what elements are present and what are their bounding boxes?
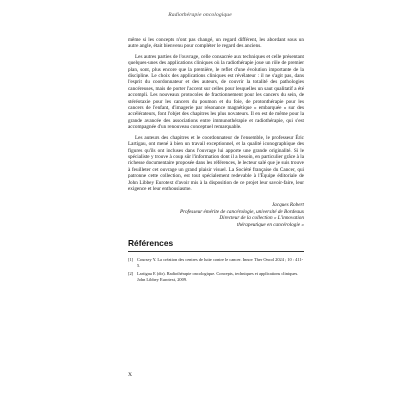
signature-title-line: Directeur de la collection « L'innovation	[219, 215, 304, 222]
reference-number: [1]	[128, 257, 134, 262]
body-paragraph: même si les concepts n'ont pas changé, un regard différent, les abordant sous un autre angle, était bienvenu pour compléter le regard des anciens.	[128, 37, 304, 50]
references-heading: Références	[128, 238, 174, 248]
references-section	[128, 238, 304, 285]
author-signature	[128, 202, 304, 228]
body-content	[128, 37, 304, 228]
signature-title-line: thérapeutique en cancérologie »	[236, 221, 304, 228]
signature-title-line: Professeur émérite de cancérologie, université de Bordeaux	[179, 208, 304, 215]
references-divider	[128, 251, 304, 252]
body-paragraph: Les auteurs des chapitres et le coordonnateur de l'ensemble, le professeur Éric Lartigau, ont mené à bien un travail exceptionnel, et la qualité iconographique des figures qu'ils ont incluses dans l'ouvrage lui apporte une grande originalité. Si le spécialiste y trouve à coup sûr l'information dont il a besoin, en particulier grâce à la richesse documentaire proposée dans les références, le lecteur salé que je suis trouve à feuilleter cet ouvrage un grand plaisir visuel. La Société française du Cancer, qui patronne cette collection, est tout spécialement redevable à l'Équipe éditoriale de John Libbey Eurotext d'avoir mis à la disposition de ce projet leur savoir-faire, leur exigence et leur enthousiasme.	[128, 134, 304, 192]
reference-item	[128, 271, 304, 282]
body-paragraph: Les autres parties de l'ouvrage, celle consacrée aux techniques et celle présentant quelques-unes des applications cliniques où la radiothérapie joue un rôle de premier plan, sont, plus encore que la première, le reflet d'une évolution importante de la discipline. Le choix des applications cliniques est révélateur : il ne s'agit pas, dans l'esprit du coordonnateur et des auteurs, de couvrir la totalité des pathologies cancéreuses, mais de porter l'accent sur celles pour lesquelles un saut qualitatif a été accompli. Les nouveaux protocoles de fractionnement pour les cancers du sein, de stéréotaxie pour les cancers du poumon et du foie, de protonthérapie pour les cancers de l'enfant, d'imagerie par résonance magnétique « embarquée » sur des accélérateurs, font l'objet des chapitres les plus novateurs. Il en est de même pour la grande avancée des associations entre immunothérapie et radiothérapie, qui s'est accompagnée d'un renouveau conceptuel remarquable.	[128, 53, 304, 131]
running-header: Radiothérapie oncologique	[168, 12, 232, 18]
reference-text: Lartigau E (dir). Radiothérapie oncologique. Concepts, techniques et applications cliniques. John Libbey Eurotext, 2009.	[137, 271, 299, 282]
reference-item	[128, 257, 304, 268]
reference-number: [2]	[128, 271, 134, 277]
reference-text: Coursey Y. La création des centres de lutte contre le cancer. Innov Ther Oncol 2024 ; 10 : 411-5.	[137, 257, 304, 268]
page-number: X	[128, 372, 133, 378]
signature-name: Jacques Robert	[271, 202, 304, 209]
